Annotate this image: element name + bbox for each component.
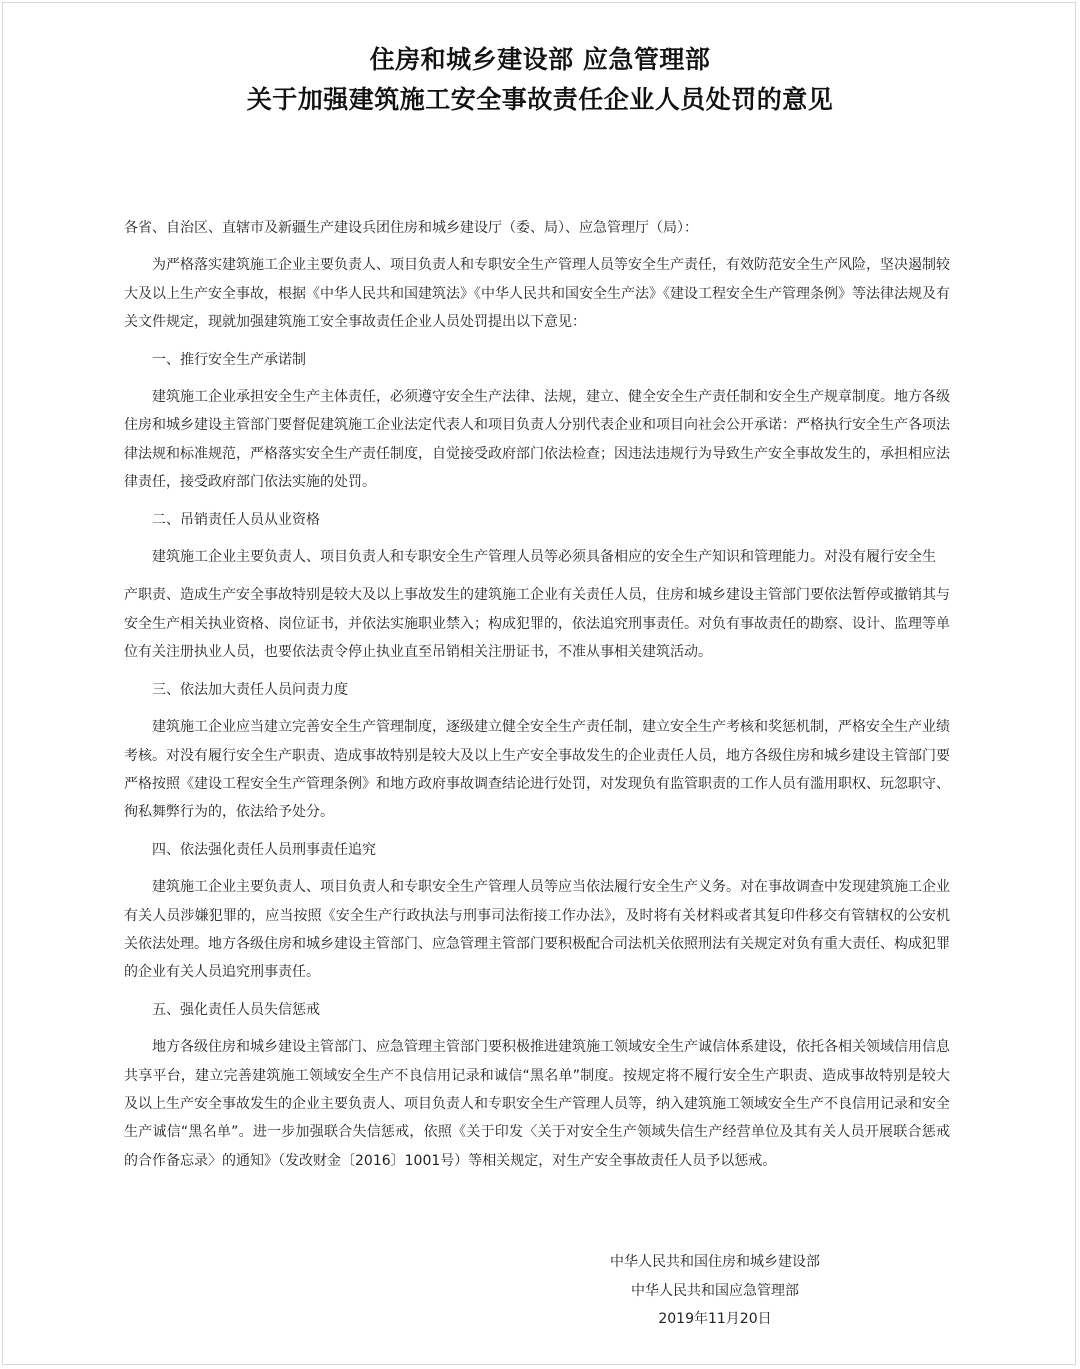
section-3-body: 建筑施工企业应当建立完善安全生产管理制度，逐级建立健全安全生产责任制，建立安全生产考核和奖惩机制，严格安全生产业绩考核。对没有履行安全生产职责、造成事故特别是较大及以上生产安全事故发生的企业责任人员，地方各级住房和城乡建设主管部门要严格按照《建设工程安全生产管理条例》和地方政府事故调查结论进行处罚，对发现负有监管职责的工作人员有滥用职权、玩忽职守、徇私舞弊行为的，依法给予处分。 (124, 719, 950, 821)
paragraph-gap (124, 571, 950, 581)
salutation: 各省、自治区、直辖市及新疆生产建设兵团住房和城乡建设厅（委、局）、应急管理厅（局）： (124, 220, 698, 236)
section-3-heading: 三、依法加大责任人员问责力度 (152, 681, 348, 698)
document-title (0, 40, 1080, 120)
section-1-heading: 一、推行安全生产承诺制 (152, 351, 306, 368)
signature-org-housing: 中华人民共和国住房和城乡建设部 (610, 1254, 820, 1270)
title-line-subject: 关于加强建筑施工安全事故责任企业人员处罚的意见 (246, 85, 834, 114)
section-4-body: 建筑施工企业主要负责人、项目负责人和专职安全生产管理人员等应当依法履行安全生产义务。对在事故调查中发现建筑施工企业有关人员涉嫌犯罪的，应当按照《安全生产行政执法与刑事司法衔接工作办法》，及时将有关材料或者其复印件移交有管辖权的公安机关依法处理。地方各级住房和城乡建设主管部门、应急管理主管部门要积极配合司法机关依照刑法有关规定对负有重大责任、构成犯罪的企业有关人员追究刑事责任。 (124, 879, 950, 981)
section-2-heading: 二、吊销责任人员从业资格 (152, 511, 320, 528)
section-2-body-first-line: 建筑施工企业主要负责人、项目负责人和专职安全生产管理人员等必须具备相应的安全生产知识和管理能力。对没有履行安全生 (152, 549, 936, 566)
section-5-heading: 五、强化责任人员失信惩戒 (152, 1001, 320, 1018)
section-4-heading: 四、依法强化责任人员刑事责任追究 (152, 841, 376, 858)
document-body (124, 214, 950, 1184)
intro-paragraph: 为严格落实建筑施工企业主要负责人、项目负责人和专职安全生产管理人员等安全生产责任，有效防范安全生产风险，坚决遏制较大及以上生产安全事故，根据《中华人民共和国建筑法》《中华人民共和国安全生产法》《建设工程安全生产管理条例》等法律法规及有关文件规定，现就加强建筑施工安全事故责任企业人员处罚提出以下意见： (124, 257, 950, 331)
signature-block (560, 1248, 870, 1334)
title-line-issuers: 住房和城乡建设部 应急管理部 (369, 45, 711, 74)
signature-org-emergency: 中华人民共和国应急管理部 (631, 1282, 799, 1299)
section-1-body: 建筑施工企业承担安全生产主体责任，必须遵守安全生产法律、法规，建立、健全安全生产责任制和安全生产规章制度。地方各级住房和城乡建设主管部门要督促建筑施工企业法定代表人和项目负责人分别代表企业和项目向社会公开承诺：严格执行安全生产各项法律法规和标准规范，严格落实安全生产责任制度，自觉接受政府部门依法检查；因违法违规行为导致生产安全事故发生的，承担相应法律责任，接受政府部门依法实施的处罚。 (124, 389, 950, 491)
signature-date: 2019年11月20日 (658, 1311, 772, 1327)
section-2-body-rest: 产职责、造成生产安全事故特别是较大及以上事故发生的建筑施工企业有关责任人员，住房和城乡建设主管部门要依法暂停或撤销其与安全生产相关执业资格、岗位证书，并依法实施职业禁入；构成犯罪的，依法追究刑事责任。对负有事故责任的勘察、设计、监理等单位有关注册执业人员，也要依法责令停止执业直至吊销相关注册证书，不准从事相关建筑活动。 (124, 587, 950, 661)
section-5-body: 地方各级住房和城乡建设主管部门、应急管理主管部门要积极推进建筑施工领域安全生产诚信体系建设，依托各相关领域信用信息共享平台，建立完善建筑施工领域安全生产不良信用记录和诚信“黑名单”制度。按规定将不履行安全生产职责、造成事故特别是较大及以上生产安全事故发生的企业主要负责人、项目负责人和专职安全生产管理人员等，纳入建筑施工领域安全生产不良信用记录和安全生产诚信“黑名单”。进一步加强联合失信惩戒，依照《关于印发〈关于对安全生产领域失信生产经营单位及其有关人员开展联合惩戒的合作备忘录〉的通知》（发改财金〔2016〕1001号）等相关规定，对生产安全事故责任人员予以惩戒。 (124, 1039, 950, 1169)
